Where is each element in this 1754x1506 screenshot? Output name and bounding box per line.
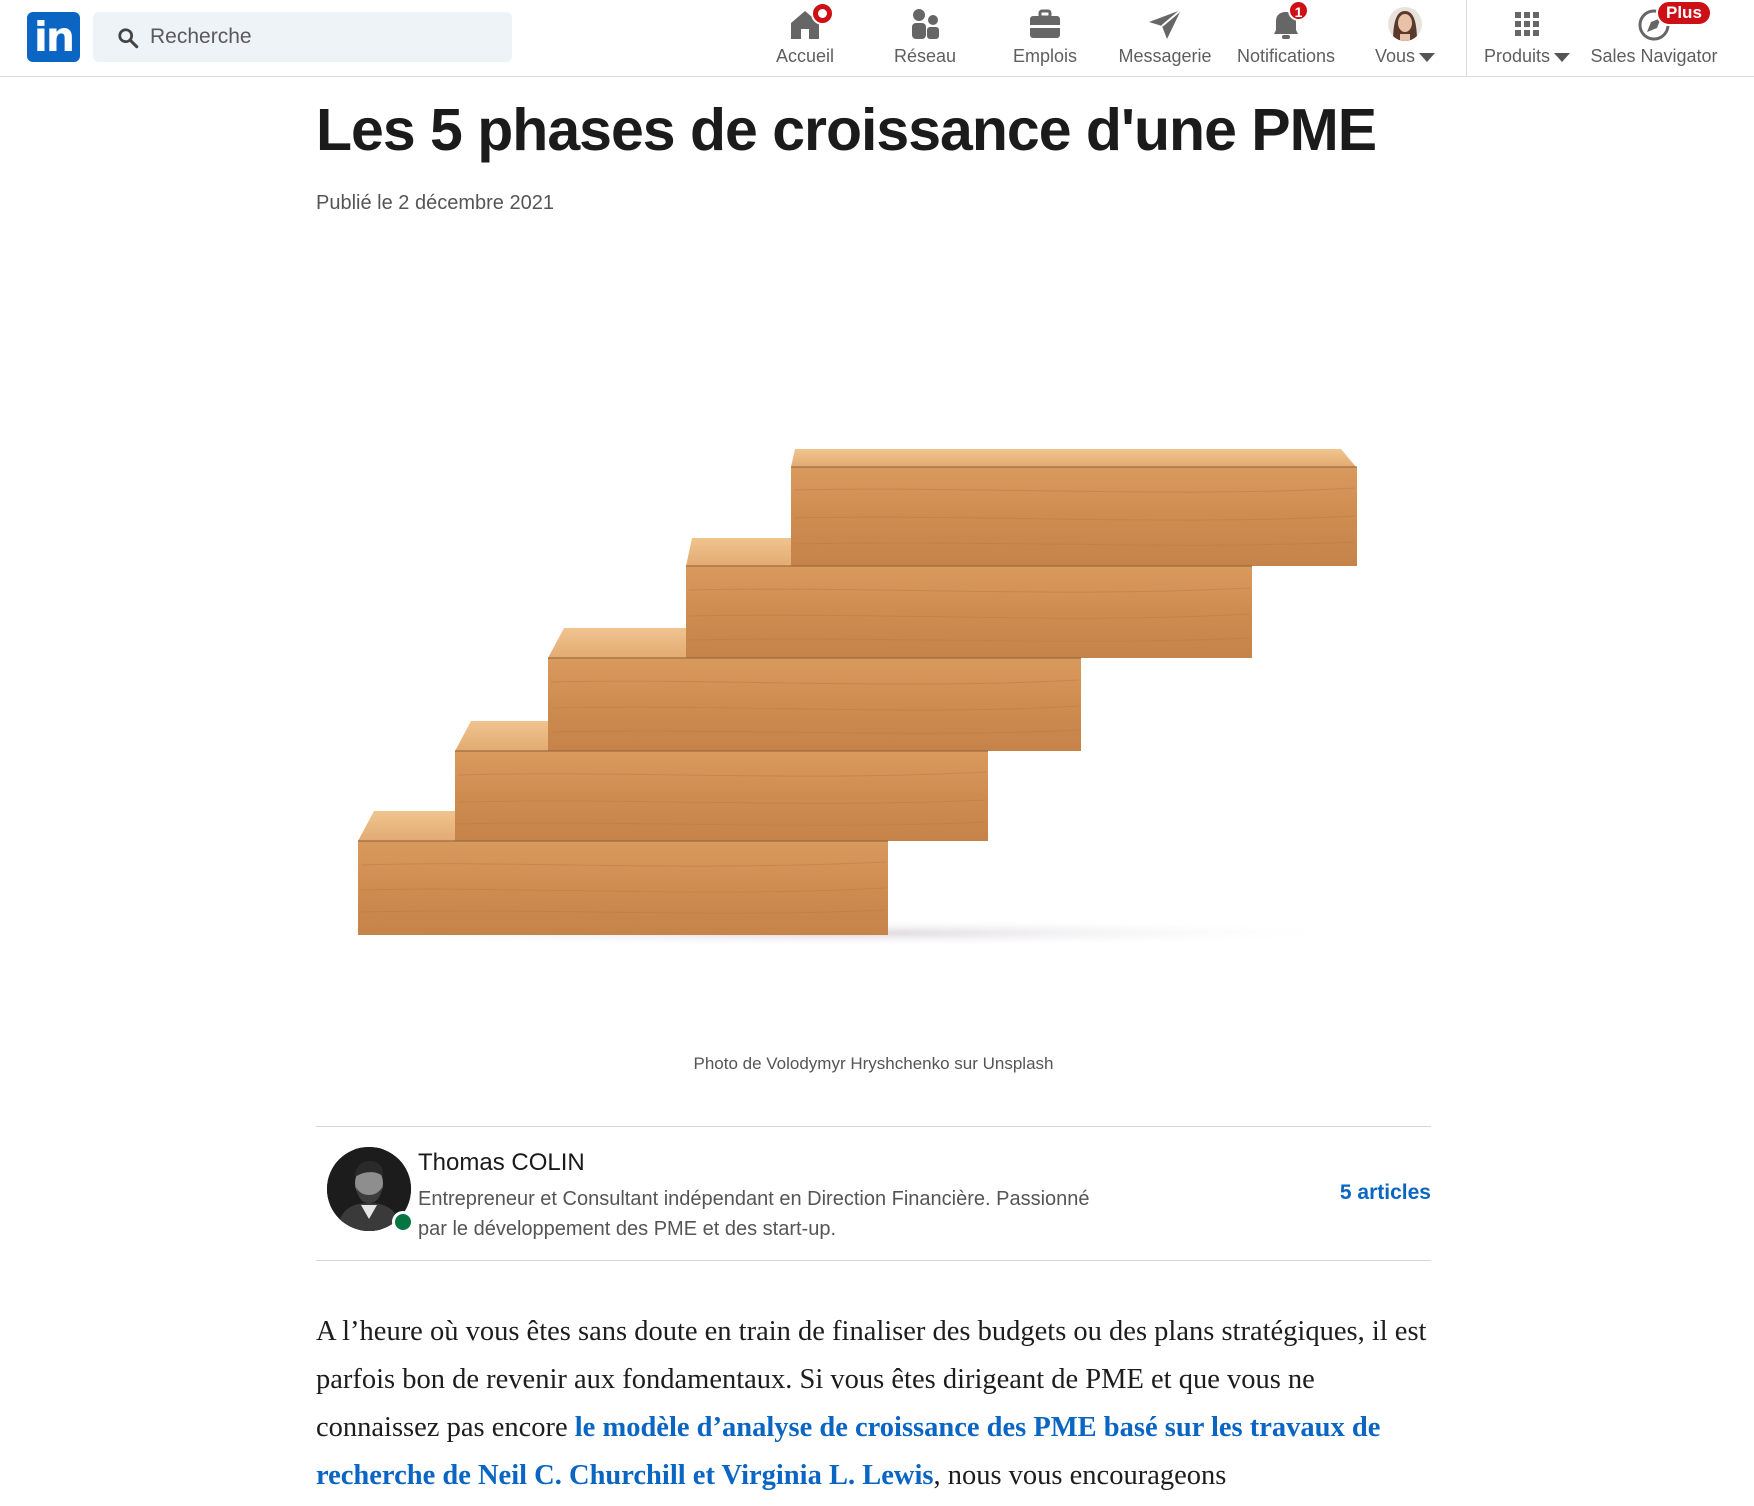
author-card: [316, 1126, 1431, 1261]
send-icon: [1145, 6, 1185, 42]
nav-item-accueil[interactable]: [762, 6, 848, 70]
bell-icon: [1266, 6, 1306, 42]
nav-label-accueil: Accueil: [775, 46, 835, 66]
author-bio: [418, 1184, 1158, 1244]
nav-label-emplois: Emplois: [1012, 46, 1078, 66]
home-icon: [785, 6, 825, 42]
grid-icon: [1507, 6, 1547, 42]
notifications-badge: 1: [1288, 0, 1309, 21]
nav-item-messagerie[interactable]: [1112, 6, 1218, 70]
nav-label-notifications: Notifications: [1236, 46, 1336, 66]
article-cover-image: [316, 250, 1431, 1020]
publish-date: Publié le 2 décembre 2021: [316, 192, 554, 214]
chevron-down-icon: [1419, 53, 1435, 62]
author-bio-line-2: par le développement des PME et des start-up.: [418, 1218, 837, 1240]
nav-item-sales-navigator[interactable]: [1586, 3, 1722, 70]
nav-label-vous: Vous: [1365, 46, 1445, 67]
paragraph-text-start: A l’heure où vous êtes sans doute en train de finaliser des budgets ou des plans stratégiques, il est parfois bon de revenir aux fondamentaux. Si vous êtes dirigeant de PME et que vous ne connaissez pas encore: [316, 1316, 1427, 1443]
notification-dot: [811, 2, 834, 25]
author-name[interactable]: Thomas COLIN: [418, 1149, 585, 1176]
nav-item-reseau[interactable]: [882, 6, 968, 70]
profile-avatar: [1385, 6, 1425, 42]
search-icon: [117, 27, 139, 49]
nav-label-reseau: Réseau: [893, 46, 957, 66]
network-icon: [905, 6, 945, 42]
linkedin-logo[interactable]: in: [27, 12, 80, 62]
chevron-down-icon: [1554, 53, 1570, 62]
nav-item-vous[interactable]: [1365, 6, 1445, 70]
search-input[interactable]: [150, 12, 500, 62]
nav-label-produits: Produits: [1478, 46, 1576, 67]
compass-icon: [1634, 3, 1702, 42]
paragraph-text-end: , nous vous encourageons: [933, 1460, 1227, 1491]
article-paragraph: [316, 1308, 1436, 1500]
article-title: Les 5 phases de croissance d'une PME: [316, 97, 1377, 163]
online-status-indicator: [392, 1211, 414, 1233]
search-bar[interactable]: [93, 12, 512, 62]
nav-item-produits[interactable]: [1478, 6, 1576, 70]
briefcase-icon: [1025, 6, 1065, 42]
nav-label-messagerie: Messagerie: [1118, 46, 1212, 66]
plus-badge: Plus: [1656, 0, 1712, 26]
churchill-lewis-model-link[interactable]: le modèle d’analyse de croissance des PME basé sur les travaux de recherche de Neil C. Churchill et Virginia L. Lewis: [316, 1412, 1381, 1491]
nav-divider: [1466, 0, 1467, 77]
top-navigation-bar: [0, 0, 1754, 77]
author-bio-line-1: Entrepreneur et Consultant indépendant en Direction Financière. Passionné: [418, 1188, 1090, 1210]
nav-label-sales-navigator: Sales Navigator: [1590, 46, 1718, 66]
nav-item-emplois[interactable]: [1002, 6, 1088, 70]
author-articles-link[interactable]: 5 articles: [1339, 1181, 1431, 1204]
nav-item-notifications[interactable]: [1230, 6, 1342, 70]
image-caption: Photo de Volodymyr Hryshchenko sur Unsplash: [693, 1054, 1054, 1073]
